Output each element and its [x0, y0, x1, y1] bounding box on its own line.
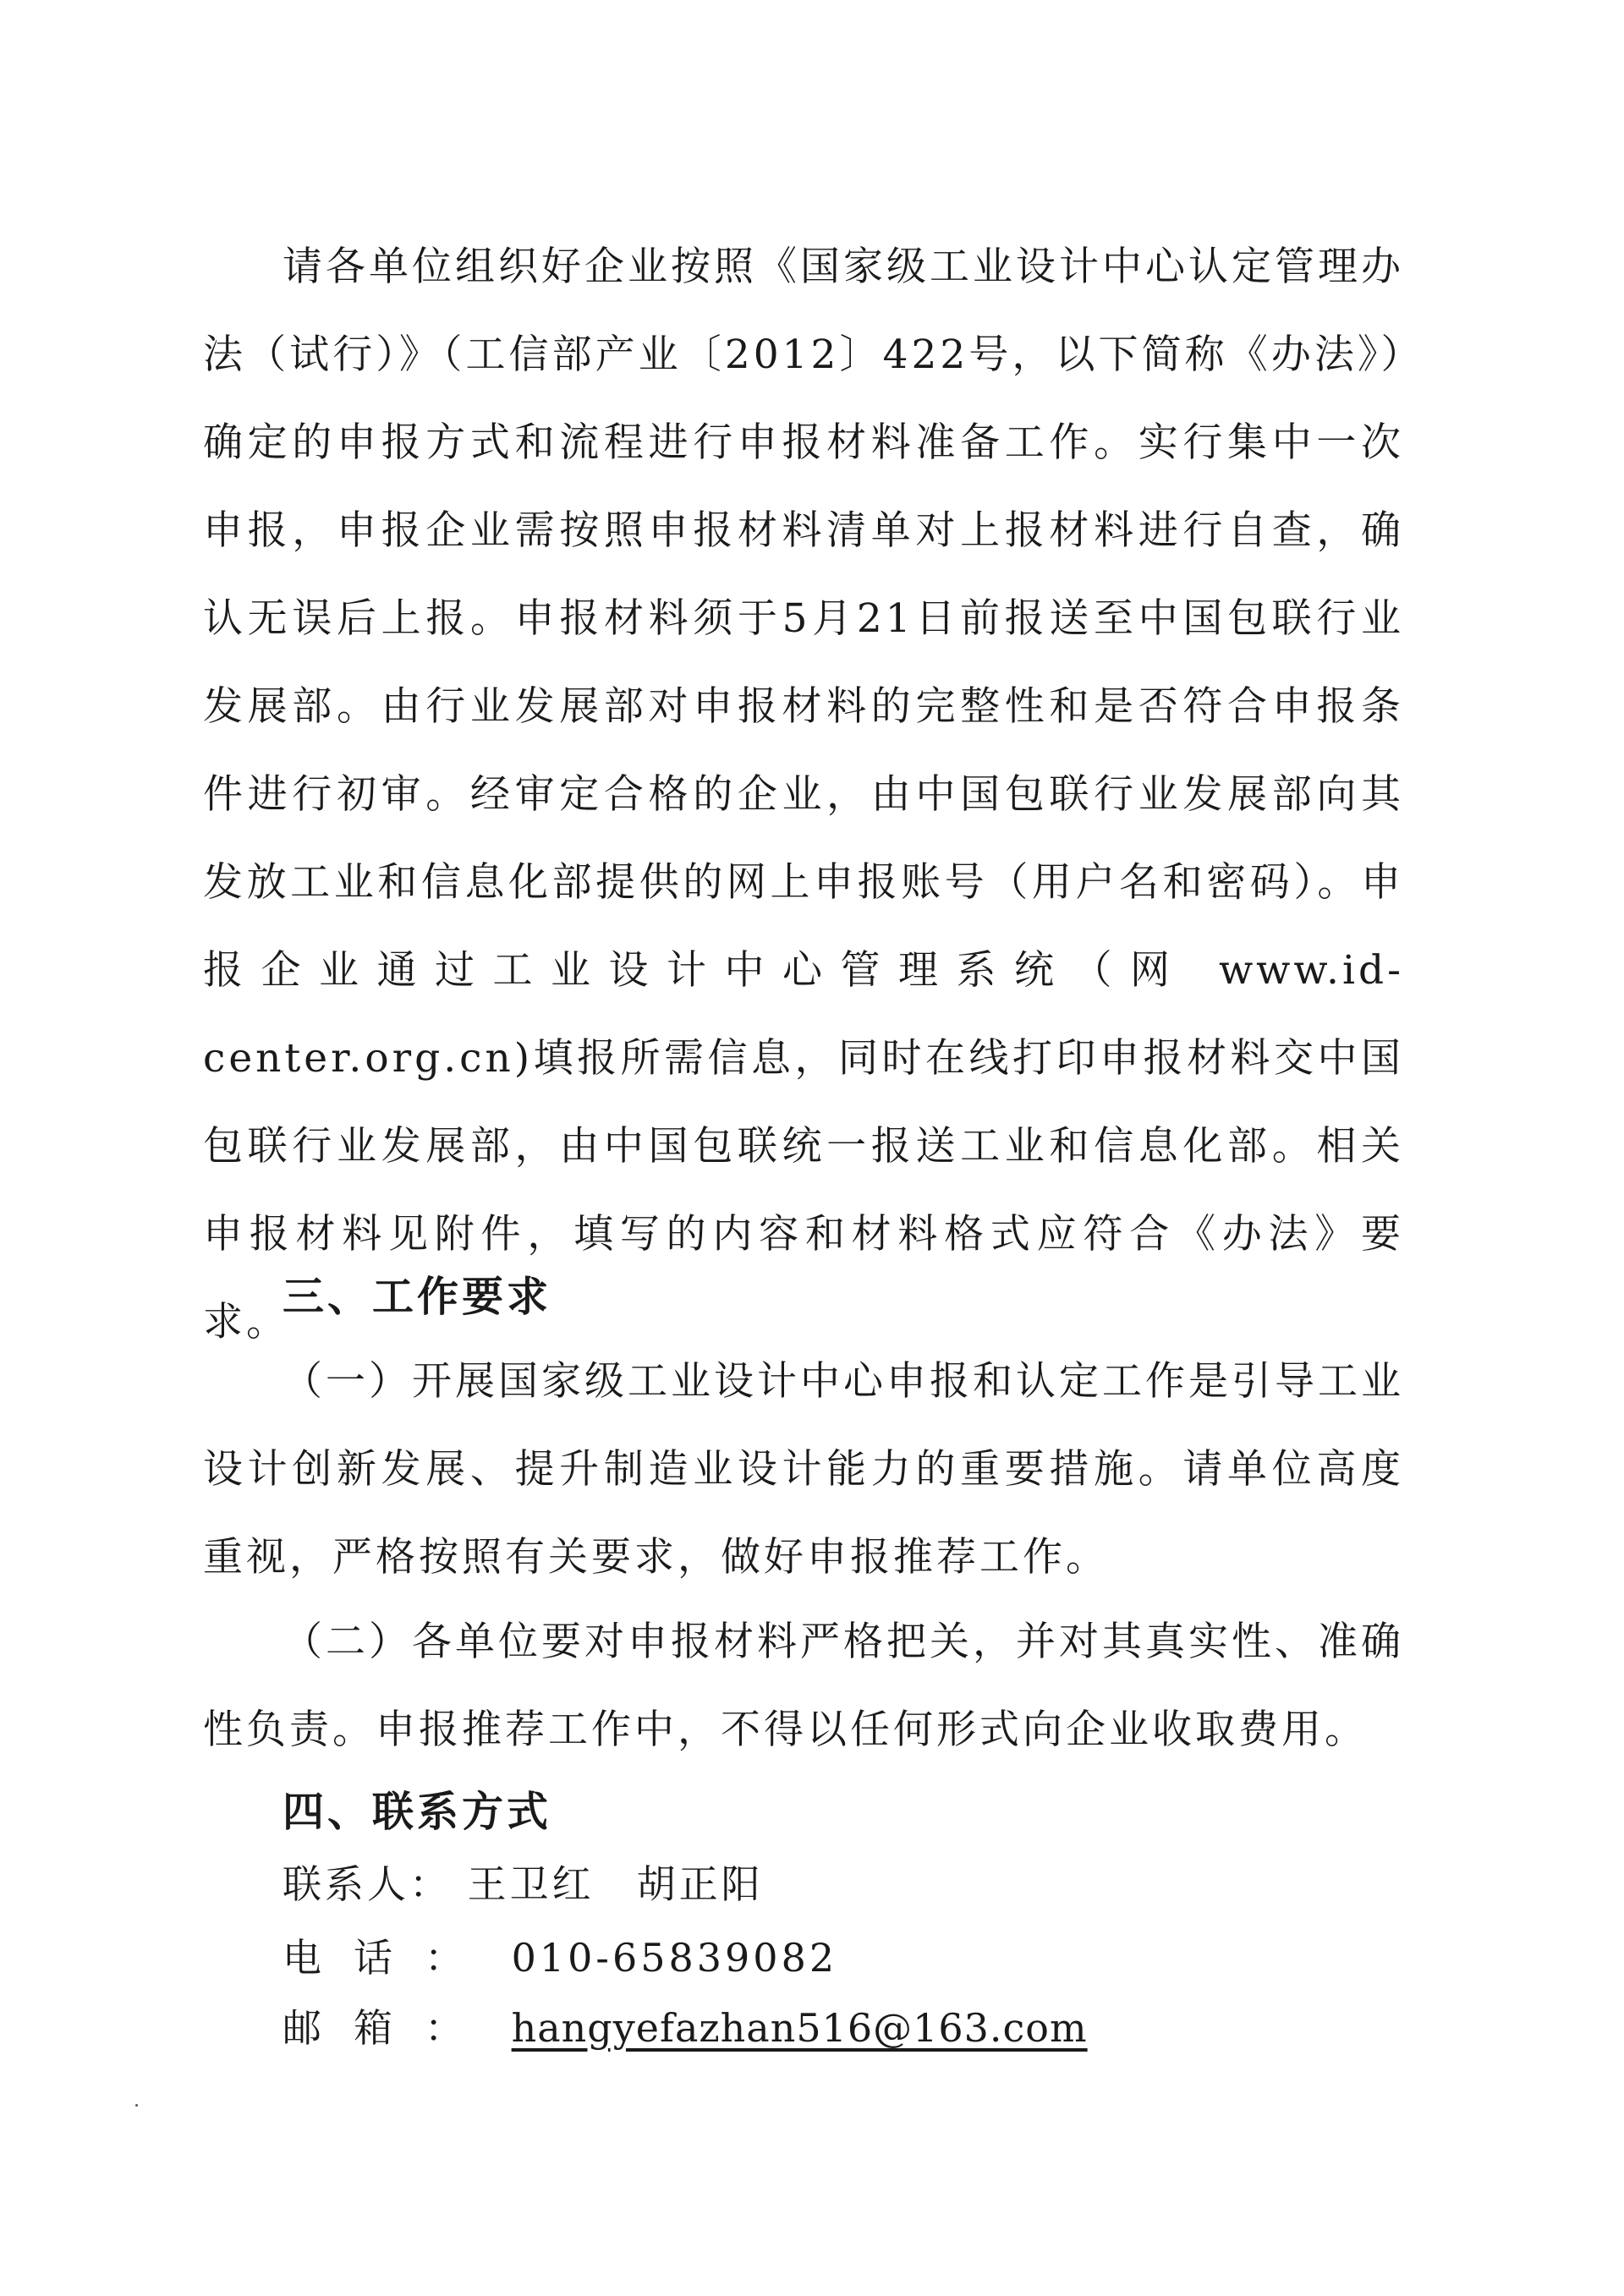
contact-phone-label: 电话：	[283, 1935, 496, 1981]
contact-phone-line	[283, 1932, 837, 1983]
scan-speck	[135, 2104, 138, 2107]
contact-email-line	[283, 2003, 1088, 2053]
section-heading-contact: 四、联系方式	[283, 1788, 552, 1836]
contact-email-label: 邮箱：	[283, 2005, 496, 2051]
body-paragraph-application-procedure: 请各单位组织好企业按照《国家级工业设计中心认定管理办法（试行）》（工信部产业〔2012〕422号，以下简称《办法》）确定的申报方式和流程进行申报材料准备工作。实行集中一次申报，申报企业需按照申报材料清单对上报材料进行自查，确认无误后上报。申报材料须于5月21日前报送至中国包联行业发展部。由行业发展部对申报材料的完整性和是否符合申报条件进行初审。经审定合格的企业，由中国包联行业发展部向其发放工业和信息化部提供的网上申报账号（用户名和密码）。申报企业通过工业设计中心管理系统（网 www.id-center.org.cn)填报所需信息，同时在线打印申报材料交中国包联行业发展部，由中国包联统一报送工业和信息化部。相关申报材料见附件，填写的内容和材料格式应符合《办法》要求。	[203, 244, 1404, 1345]
contact-person-value: 王卫红 胡正阳	[467, 1861, 764, 1907]
contact-person-label: 联系人：	[283, 1861, 452, 1907]
work-requirement-item-2: （二）各单位要对申报材料严格把关，并对其真实性、准确性负责。申报推荐工作中，不得以任何形式向企业收取费用。	[203, 1619, 1404, 1753]
section-heading-work-requirements: 三、工作要求	[283, 1273, 552, 1321]
contact-email-link[interactable]: hangyefazhan516@163.com	[511, 2005, 1088, 2051]
contact-person-line	[283, 1859, 764, 1910]
contact-phone-value: 010-65839082	[511, 1935, 838, 1981]
work-requirement-item-1: （一）开展国家级工业设计中心申报和认定工作是引导工业设计创新发展、提升制造业设计能力的重要措施。请单位高度重视，严格按照有关要求，做好申报推荐工作。	[203, 1358, 1404, 1581]
